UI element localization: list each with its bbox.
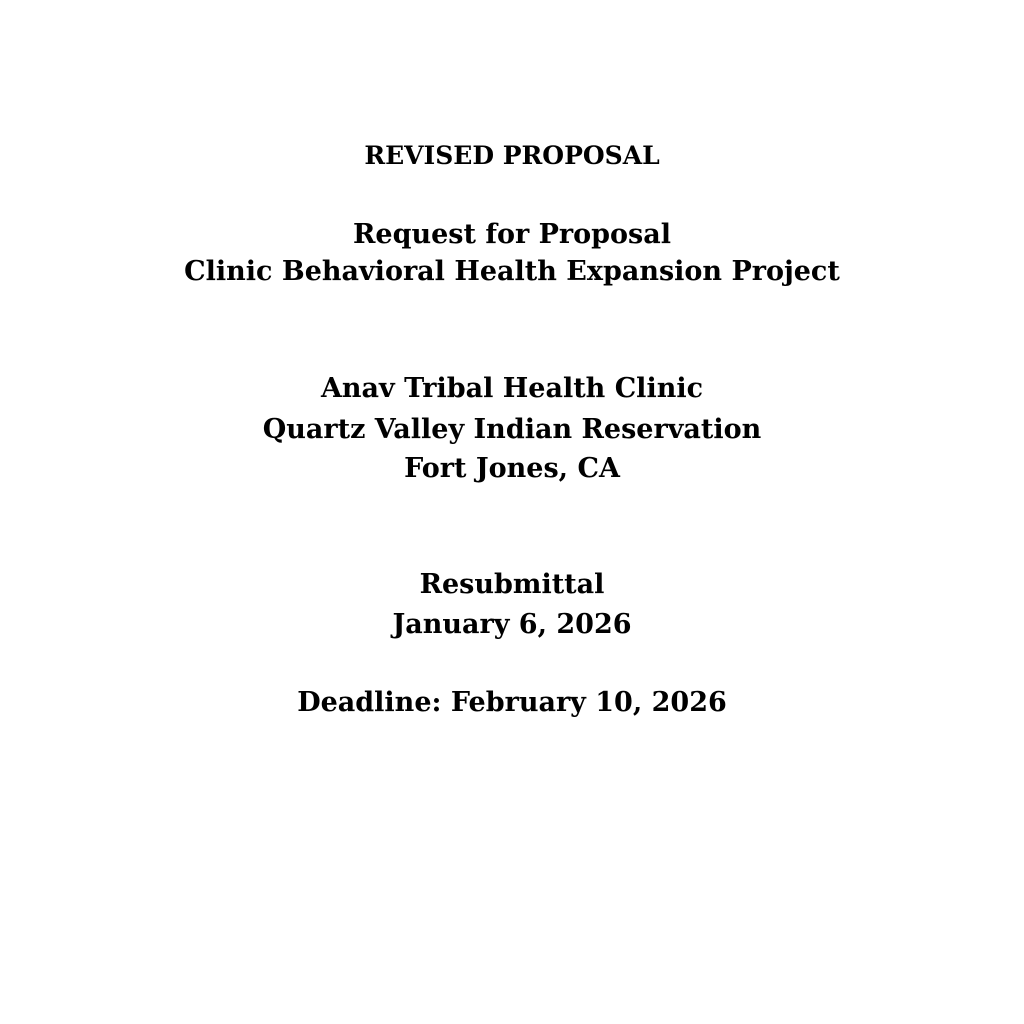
submission-type: Resubmittal (419, 569, 605, 600)
reservation-name: Quartz Valley Indian Reservation (262, 414, 762, 445)
project-name: Clinic Behavioral Health Expansion Project (184, 256, 840, 287)
document-title: REVISED PROPOSAL (364, 141, 660, 170)
organization-name: Anav Tribal Health Clinic (320, 373, 704, 404)
submission-date: January 6, 2026 (392, 609, 632, 640)
deadline: Deadline: February 10, 2026 (297, 687, 727, 718)
rfp-label: Request for Proposal (352, 219, 671, 250)
location: Fort Jones, CA (404, 453, 620, 484)
